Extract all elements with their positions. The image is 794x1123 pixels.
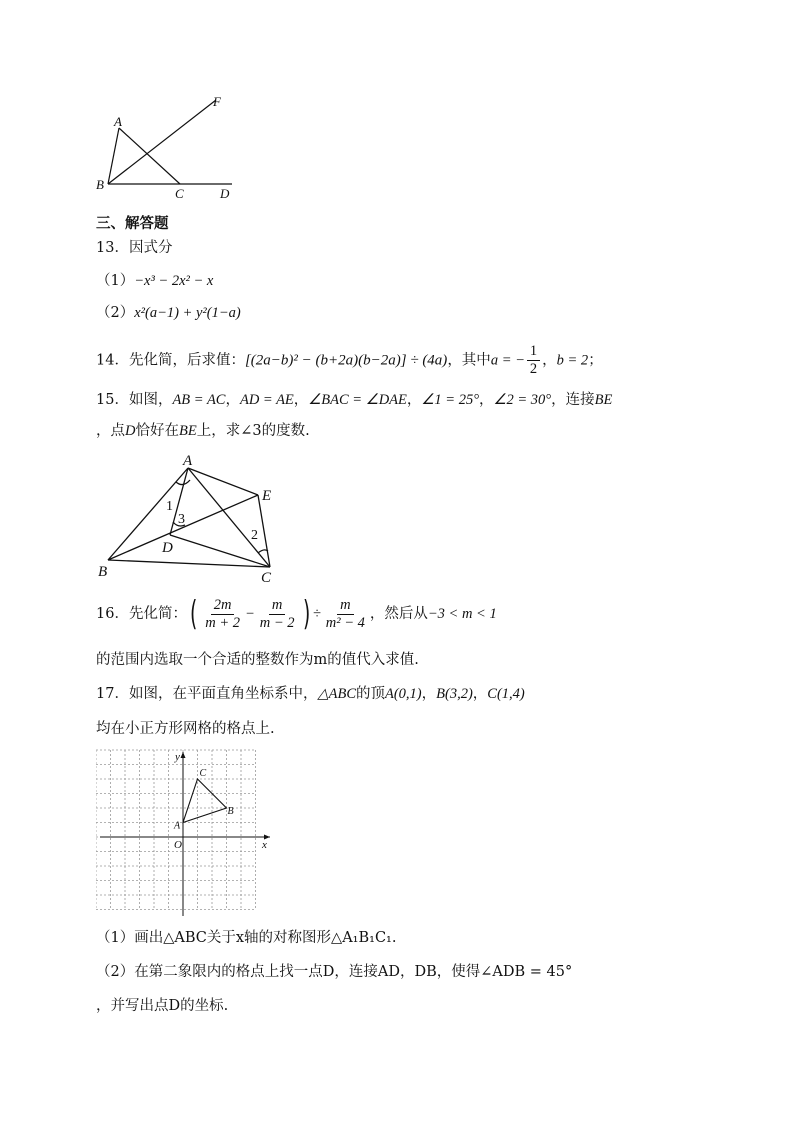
q13-part2-expr: x²(a−1) + y²(1−a) — [134, 305, 241, 321]
q17-line2: 均在小正方形网格的格点上. — [96, 721, 275, 737]
q15-c3: ∠BAC = ∠DAE — [308, 392, 407, 408]
label-A: A — [183, 453, 193, 469]
figure-triangles-diagram — [94, 450, 314, 586]
q13-part1 — [96, 271, 213, 291]
label-B: B — [98, 564, 108, 580]
q14-expr: [(2a−b)² − (b+2a)(b−2a)] ÷ (4a) — [244, 352, 448, 369]
q16-line2: 的范围内选取一个合适的整数作为m的值代入求值. — [96, 652, 419, 668]
angle-mark-1 — [176, 480, 190, 485]
q16-fraction-2 — [257, 597, 298, 632]
q17-sub2: （2）在第二象限内的格点上找一点D，连接AD，DB，使得∠ADB = 45° — [96, 964, 573, 980]
q17-tri: △ABC — [317, 686, 356, 702]
q14-a-den: 2 — [529, 361, 538, 377]
q14-mid: ，其中 — [447, 352, 491, 369]
q14-b-value: b = 2 — [556, 352, 589, 369]
label-D: D — [162, 540, 173, 556]
label-F: F — [213, 94, 221, 109]
label-D: D — [220, 186, 230, 201]
segment-AC — [119, 128, 180, 184]
q17-pB: B(3,2) — [436, 686, 473, 702]
figure-coordinate-grid — [96, 748, 276, 920]
q16-f2-num: m — [269, 597, 285, 615]
segment-BC — [108, 560, 270, 567]
q14-end: ； — [588, 352, 603, 369]
q16-range: −3 < m < 1 — [427, 606, 497, 622]
label-A: A — [114, 114, 122, 129]
triangle-ABC — [183, 779, 227, 823]
q16-f3-den: m² − 4 — [325, 614, 365, 631]
q16-f3-num: m — [337, 597, 353, 615]
segment-EC — [258, 495, 270, 567]
label-C: C — [261, 570, 272, 586]
q14: 14．先化简，后求值：[(2a−b)² − (b+2a)(b−2a)] ÷ (4a)，其中a = − $\frac{1}{2}$ ，b = 2； — [96, 343, 603, 377]
q16-line1: 16．先化简：( $\frac{2m}{m + 2}$ − $\frac{m}{m - 2}$ ) ÷ $\frac{m}{\text{m² − 4}}$ ，然后从−3 < m < 1 — [96, 594, 497, 634]
q14-prefix: 14．先化简，后求值： — [96, 352, 245, 369]
y-axis-arrow — [181, 752, 186, 758]
q13-part2-prefix: （2） — [96, 305, 135, 321]
axis-label-x: x — [262, 839, 267, 851]
q15-c1: AB = AC — [172, 392, 226, 408]
q17-prefix: 17．如图，在平面直角坐标系中， — [96, 686, 318, 702]
q17-mid: 的顶 — [356, 686, 385, 702]
q14-a-num: 1 — [527, 343, 540, 361]
q14-a-lhs: a = − — [490, 352, 525, 369]
label-angle-1: 1 — [166, 499, 173, 514]
label-E: E — [262, 488, 272, 504]
q15-c5: ∠2 = 30° — [493, 392, 552, 408]
segment-AC — [188, 468, 270, 567]
ray-BF — [108, 100, 216, 184]
section-title: 三、解答题 — [96, 216, 169, 232]
q17-sub2-tail: ，并写出点D的坐标. — [96, 998, 229, 1014]
label-angle-2: 2 — [251, 528, 258, 543]
point-label-B: B — [227, 806, 234, 817]
q15-line2-b: 恰好在 — [135, 423, 179, 439]
q16-tail: ，然后从 — [369, 606, 428, 622]
point-label-A: A — [174, 820, 181, 832]
q13-part1-expr: −x³ − 2x² − x — [134, 273, 214, 289]
point-label-C: C — [199, 768, 207, 779]
q13-part1-prefix: （1） — [96, 273, 135, 289]
q13-part2 — [96, 303, 241, 323]
q16-fraction-3 — [323, 597, 368, 632]
axis-label-y: y — [175, 751, 180, 763]
q15-c4: ∠1 = 25° — [421, 392, 479, 408]
q13-stem: 13．因式分 — [96, 240, 173, 256]
q15-c2: AD = AE — [239, 392, 294, 408]
q15-line1-tail: ，连接 — [551, 392, 595, 408]
segment-BE — [108, 495, 258, 560]
angle-mark-2 — [258, 550, 268, 553]
q16-f1-num: 2m — [211, 597, 235, 615]
origin-label: O — [174, 839, 182, 851]
q16-f1-den: m + 2 — [205, 614, 240, 631]
q15-line1: 15．如图，AB = AC，AD = AE，∠BAC = ∠DAE，∠1 = 25°，∠2 = 30°，连接BE — [96, 392, 613, 408]
label-angle-3: 3 — [178, 512, 185, 527]
q16-fraction-1 — [202, 597, 243, 632]
label-B: B — [96, 177, 104, 192]
q15-line2-a: ，点 — [96, 423, 125, 439]
q16-f2-den: m − 2 — [259, 614, 295, 631]
q15-prefix: 15．如图， — [96, 392, 173, 408]
q17-sub1: （1）画出△ABC关于x轴的对称图形△A₁B₁C₁. — [96, 930, 397, 946]
q15-line2-c: 上，求∠3的度数. — [196, 423, 310, 439]
q15-be-2: BE — [178, 423, 197, 439]
q17-line1: 17．如图，在平面直角坐标系中，△ABC的顶A(0,1)，B(3,2)，C(1,4) — [96, 686, 525, 702]
q14-a-fraction — [527, 343, 540, 378]
q17-pA: A(0,1) — [385, 686, 422, 702]
segment-AB — [108, 128, 119, 184]
q15-be: BE — [594, 392, 613, 408]
q15-d: D — [125, 423, 136, 439]
q17-pC: C(1,4) — [487, 686, 525, 702]
figure-angle-diagram — [92, 92, 242, 204]
q16-prefix: 16．先化简： — [96, 606, 187, 622]
label-C: C — [175, 186, 184, 201]
q15-line2 — [96, 421, 310, 441]
